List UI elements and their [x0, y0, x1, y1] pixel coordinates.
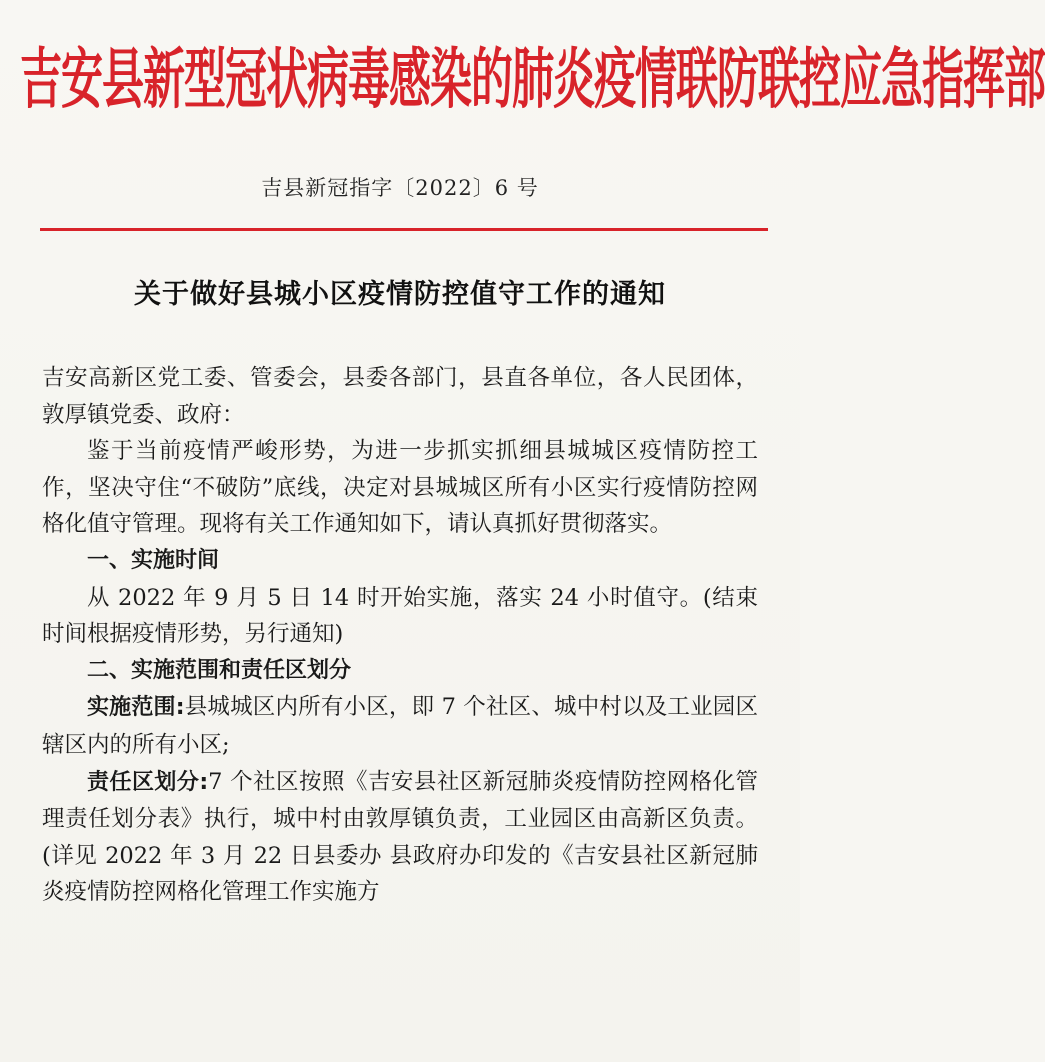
scope-paragraph: [42, 689, 758, 763]
document-body: [42, 360, 758, 911]
scope-label: 实施范围:: [87, 695, 185, 721]
section-1-paragraph: 从 2022 年 9 月 5 日 14 时开始实施，落实 24 小时值守。(结束时间根据疫情形势，另行通知): [42, 584, 758, 648]
division-label: 责任区划分:: [87, 769, 209, 795]
recipients-paragraph: 吉安高新区党工委、管委会，县委各部门，县直各单位，各人民团体，敦厚镇党委、政府：: [42, 365, 758, 428]
document-title: 关于做好县城小区疫情防控值守工作的通知: [134, 279, 666, 310]
scope-text: 县城城区内所有小区，即 7 个社区、城中村以及工业园区辖区内的所有小区;: [42, 694, 758, 758]
division-paragraph: [42, 764, 758, 911]
red-divider-line: [40, 228, 768, 231]
intro-paragraph: 鉴于当前疫情严峻形势，为进一步抓实抓细县城城区疫情防控工作，坚决守住“不破防”底线，决定对县城城区所有小区实行疫情防控网格化值守管理。现将有关工作通知如下，请认真抓好贯彻落实。: [42, 438, 758, 538]
division-text: 7 个社区按照《吉安县社区新冠肺炎疫情防控网格化管理责任划分表》执行，城中村由敦厚镇负责，工业园区由高新区负责。(详见 2022 年 3 月 22 日县委办 县政府办印发的《吉安县社区新冠肺炎疫情防控网格化管理工作实施方: [42, 768, 758, 906]
issuing-organization-header: 吉安县新型冠状病毒感染的肺炎疫情联防联控应急指挥部: [20, 41, 1045, 118]
document-number: 吉县新冠指字〔2022〕6 号: [261, 176, 539, 200]
section-2-heading: 二、实施范围和责任区划分: [87, 657, 352, 683]
section-1-heading: 一、实施时间: [87, 547, 220, 573]
